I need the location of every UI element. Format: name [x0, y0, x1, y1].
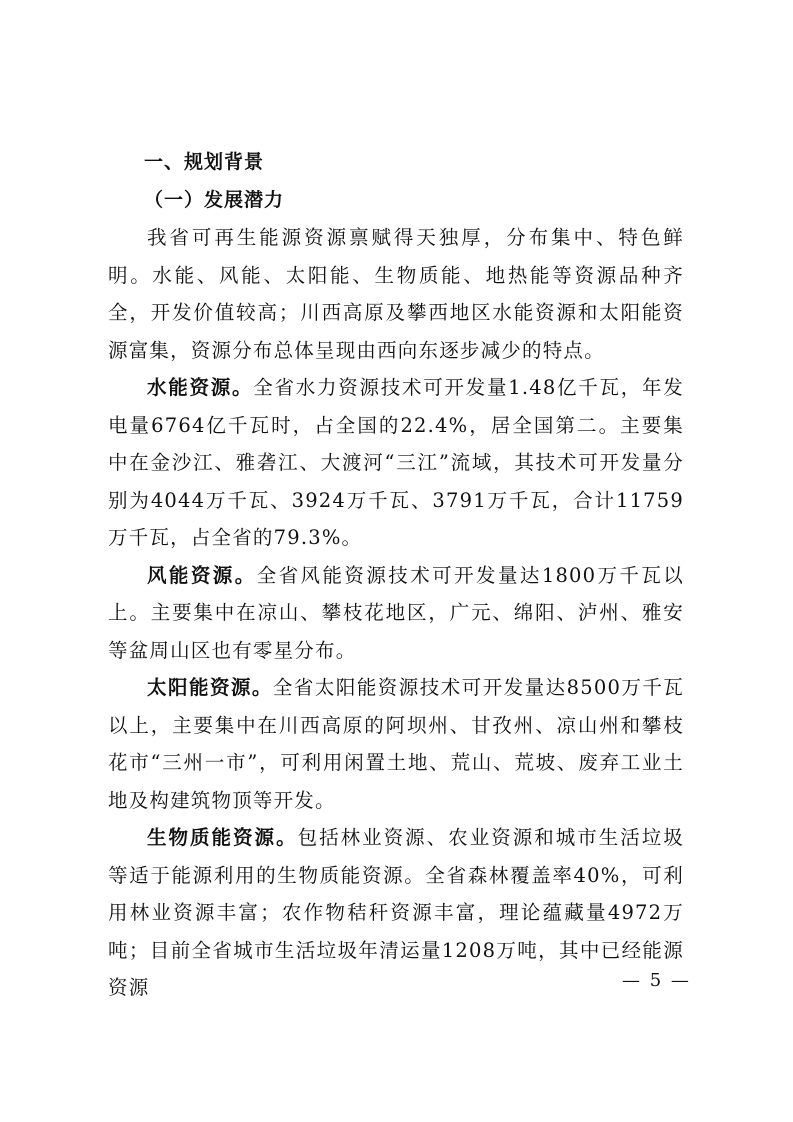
paragraph-text: 我省可再生能源资源禀赋得天独厚，分布集中、特色鲜明。水能、风能、太阳能、生物质能、地热能等资源品种齐全，开发价值较高；川西高原及攀西地区水能资源和太阳能资源富集，资源分布总体呈现由西向东逐步减少的特点。 — [108, 226, 684, 362]
document-page — [108, 143, 684, 1007]
paragraph-hydropower — [108, 369, 684, 557]
paragraph-lead: 生物质能资源。 — [147, 826, 298, 849]
paragraph-lead: 风能资源。 — [147, 563, 257, 587]
paragraph-text: 全省太阳能资源技术可开发量达8500万千瓦以上，主要集中在川西高原的阿坝州、甘孜州、凉山州和攀枝花市“三州一市”，可利用闲置土地、荒山、荒坡、废弃工业土地及构建筑物顶等开发。 — [108, 676, 684, 812]
paragraph-intro — [108, 219, 684, 369]
paragraph-text: 全省水力资源技术可开发量1.48亿千瓦，年发电量6764亿千瓦时，占全国的22.4%，居全国第二。主要集中在金沙江、雅砻江、大渡河“三江”流域，其技术可开发量分别为4044万千瓦、3924万千瓦、3791万千瓦，合计11759万千瓦，占全省的79.3%。 — [108, 376, 684, 549]
paragraph-wind — [108, 557, 684, 670]
section-heading: 一、规划背景 — [144, 151, 265, 173]
paragraph-lead: 太阳能资源。 — [147, 676, 273, 699]
paragraph-lead: 水能资源。 — [147, 376, 254, 399]
paragraph-biomass — [108, 819, 684, 1007]
subsection-heading: （一）发展潜力 — [144, 189, 285, 211]
paragraph-solar — [108, 669, 684, 819]
page-number: — 5 — — [622, 970, 691, 991]
paragraph-text: 包括林业资源、农业资源和城市生活垃圾等适于能源利用的生物质能资源。全省森林覆盖率40%，可利用林业资源丰富；农作物秸秆资源丰富，理论蕴藏量4972万吨；目前全省城市生活垃圾年清运量1208万吨，其中已经能源资源 — [108, 826, 684, 999]
paragraph-text: 全省风能资源技术可开发量达1800万千瓦以上。主要集中在凉山、攀枝花地区，广元、绵阳、泸州、雅安等盆周山区也有零星分布。 — [108, 563, 684, 662]
